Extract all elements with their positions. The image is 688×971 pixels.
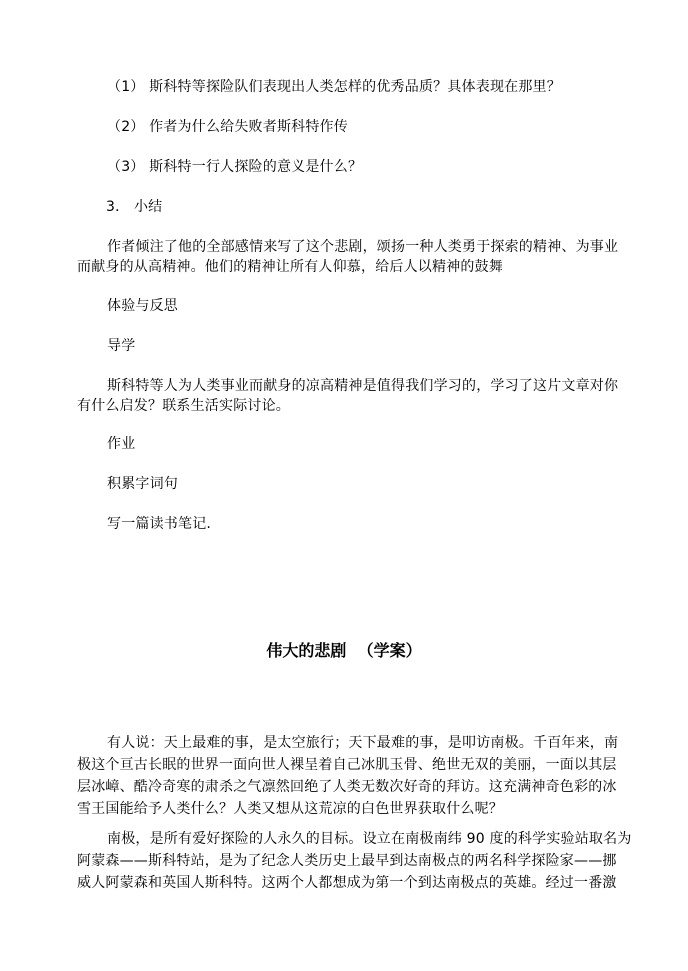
summary-heading: 3． 小结 (106, 199, 163, 215)
homework-item-1: 积累字词句 (107, 476, 178, 492)
reflection-heading: 体验与反思 (107, 298, 178, 314)
page-title: 伟大的悲剧 （学案） (266, 641, 422, 660)
question-1: （1） 斯科特等探险队们表现出人类怎样的优秀品质？具体表现在那里？ (107, 79, 561, 95)
paragraph-2-line-3: 威人阿蒙森和英国人斯科特。这两个人都想成为第一个到达南极点的英雄。经过一番激 (77, 875, 617, 891)
question-3: （3） 斯科特一行人探险的意义是什么？ (107, 159, 363, 175)
paragraph-1-line-3: 层冰嶂、酷冷奇寒的肃杀之气凛然回绝了人类无数次好奇的拜访。这充满神奇色彩的冰 (77, 779, 617, 795)
summary-line-1: 作者倾注了他的全部感情来写了这个悲剧，颂扬一种人类勇于探索的精神、为事业 (107, 239, 619, 255)
paragraph-1-line-1: 有人说：天上最难的事，是太空旅行；天下最难的事，是叩访南极。千百年来，南 (107, 735, 619, 751)
paragraph-2-line-1: 南极，是所有爱好探险的人永久的目标。设立在南极南纬 90 度的科学实验站取名为 (107, 831, 632, 847)
guide-line-1: 斯科特等人为人类事业而献身的凉高精神是值得我们学习的，学习了这片文章对你 (107, 378, 619, 394)
summary-line-2: 而献身的从高精神。他们的精神让所有人仰慕，给后人以精神的鼓舞 (77, 259, 503, 275)
paragraph-2-line-2: 阿蒙森——斯科特站，是为了纪念人类历史上最早到达南极点的两名科学探险家——挪 (77, 853, 617, 869)
homework-heading: 作业 (107, 436, 136, 452)
question-2: （2） 作者为什么给失败者斯科特作传 (107, 119, 348, 135)
paragraph-1-line-4: 雪王国能给予人类什么？人类又想从这荒凉的白色世界获取什么呢？ (77, 801, 503, 817)
homework-item-2: 写一篇读书笔记. (107, 516, 212, 532)
paragraph-1-line-2: 极这个亘古长眠的世界一面向世人裸呈着自己冰肌玉骨、绝世无双的美丽，一面以其层 (77, 757, 617, 773)
guide-line-2: 有什么启发？联系生活实际讨论。 (77, 398, 290, 414)
guide-heading: 导学 (107, 338, 136, 354)
